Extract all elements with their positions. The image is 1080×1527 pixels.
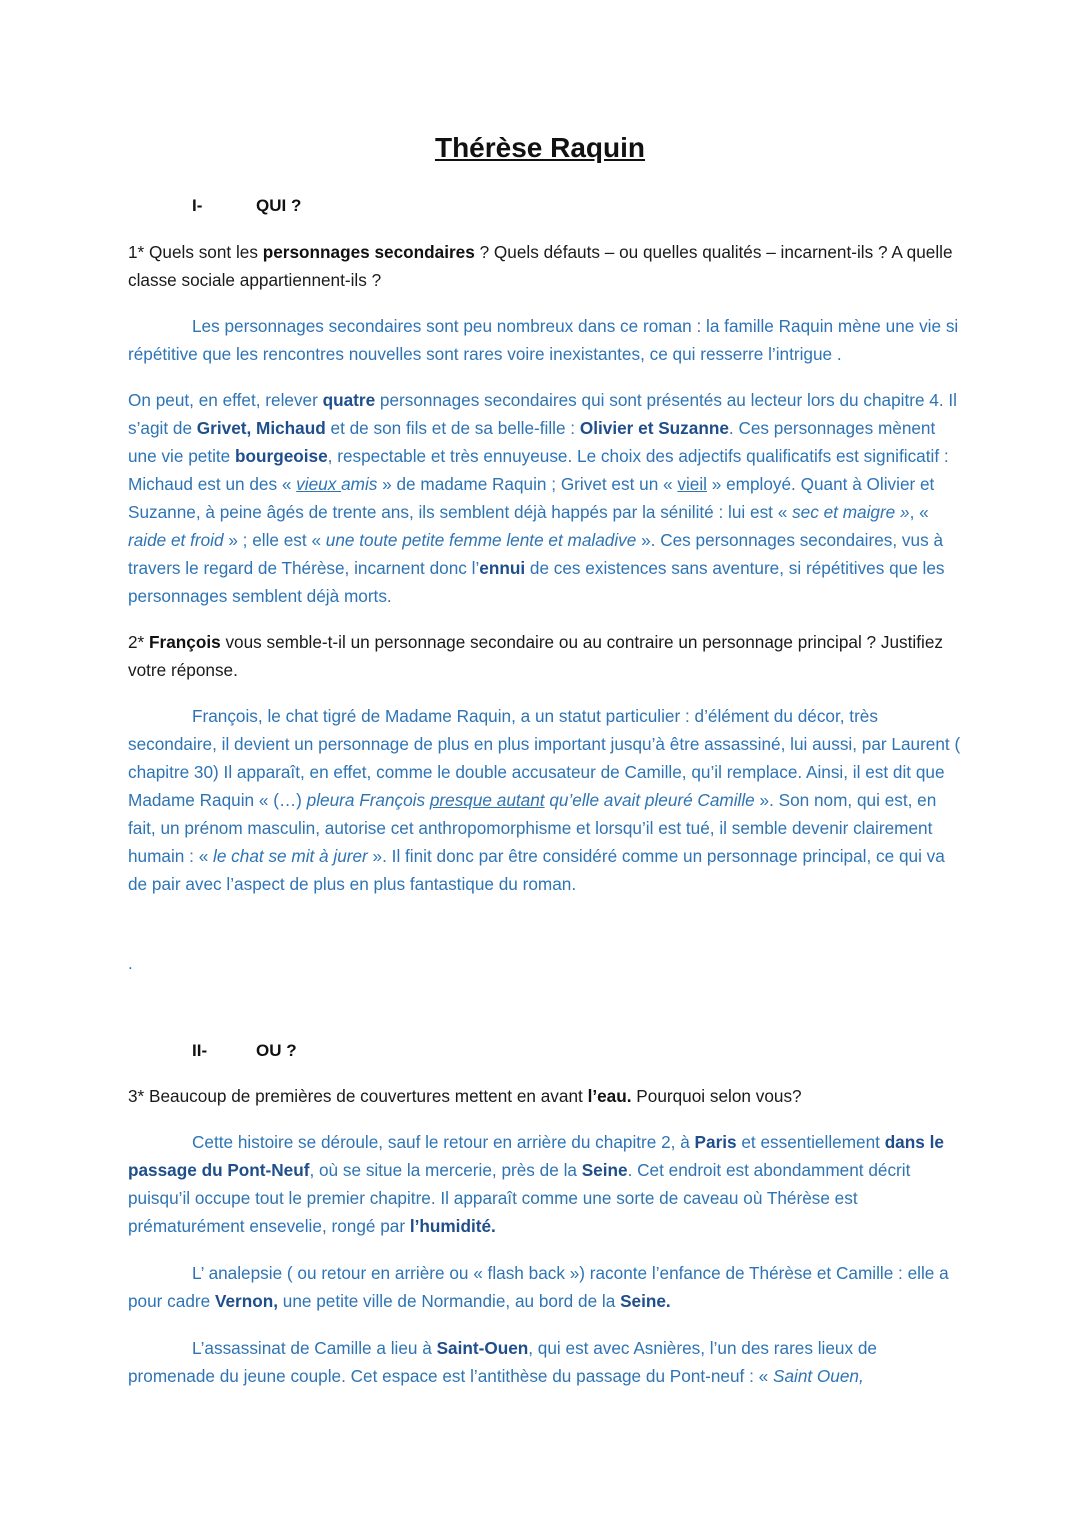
- text: 3* Beaucoup de premières de couvertures mettent en avant: [128, 1086, 588, 1106]
- bold-text: Saint-Ouen: [436, 1338, 529, 1358]
- quote-text: le chat se mit à jurer: [213, 846, 368, 866]
- bold-text: ennui: [479, 558, 526, 578]
- section-title: QUI ?: [256, 196, 302, 215]
- quote-text: vieux: [296, 474, 342, 494]
- text: » employé. Quant à Olivier et Suzanne, à peine âgés de trente ans, ils semblent déjà happés par la sénilité : lui est «: [128, 474, 935, 522]
- text: de ces existences sans aventure, si répétitives que les personnages semblent déjà morts.: [128, 558, 945, 606]
- answer-paragraph-3: [128, 702, 963, 898]
- bold-text: l’eau.: [587, 1086, 632, 1106]
- bold-text: Olivier et Suzanne: [579, 418, 729, 438]
- text: On peut, en effet, relever: [128, 390, 323, 410]
- bold-text: personnages secondaires: [262, 242, 475, 262]
- text: personnages secondaires qui sont présentés au lecteur lors du chapitre 4. Il s’agit de: [128, 390, 957, 438]
- quote-text: vieil: [677, 474, 707, 494]
- text: ». Son nom, qui est, en fait, un prénom masculin, autorise cet anthropomorphisme et lorsqu’il est tué, il semble devenir clairement humain : «: [128, 790, 937, 866]
- bold-text: Paris: [694, 1132, 737, 1152]
- text: et essentiellement: [736, 1132, 885, 1152]
- bold-text: l’humidité.: [409, 1216, 496, 1236]
- answer-paragraph-1: [128, 312, 963, 368]
- text: 1* Quels sont les: [128, 242, 263, 262]
- quote-text: presque autant: [429, 790, 545, 810]
- bold-text: dans le passage du Pont-Neuf: [128, 1132, 944, 1180]
- text: , qui est avec Asnières, l’un des rares lieux de promenade du jeune couple. Cet espace est l’antithèse du passage du Pont-neuf : «: [128, 1338, 877, 1386]
- bold-text: quatre: [322, 390, 376, 410]
- question-2: [128, 628, 963, 684]
- bold-text: Grivet, Michaud: [196, 418, 326, 438]
- question-1: [128, 238, 963, 294]
- text: L’ analepsie ( ou retour en arrière ou « flash back ») raconte l’enfance de Thérèse et Camille : elle a pour cadre: [128, 1263, 949, 1311]
- text: » de madame Raquin ; Grivet est un «: [377, 474, 678, 494]
- text: , où se situe la mercerie, près de la: [309, 1160, 582, 1180]
- text: , «: [909, 502, 929, 522]
- text: François, le chat tigré de Madame Raquin, a un statut particulier : d’élément du décor, très secondaire, il devient un personnage de plus en plus important jusqu’à être assassiné, lui aussi, par Laurent ( chapitre 30) Il apparaît, en effet, comme le double accusateur de Camille, qu’il remplace. Ainsi, il est dit que Madame Raquin « (…): [128, 706, 961, 810]
- text: et de son fils et de sa belle-fille :: [325, 418, 580, 438]
- text: ». Il finit donc par être considéré comme un personnage principal, ce qui va de pair avec l’aspect de plus en plus fantastique du roman.: [128, 846, 945, 894]
- text: . Cet endroit est abondamment décrit puisqu’il occupe tout le premier chapitre. Il apparaît comme une sorte de caveau où Thérèse est prématurément ensevelie, rongé par: [128, 1160, 911, 1236]
- quote-text: pleura François: [306, 790, 430, 810]
- section-number: I-: [192, 196, 203, 215]
- quote-text: qu’elle avait pleuré Camille: [544, 790, 755, 810]
- question-3: [128, 1082, 963, 1110]
- stray-dot: .: [128, 954, 133, 973]
- bold-text: Seine.: [620, 1291, 671, 1311]
- text: . Ces personnages mènent une vie petite: [128, 418, 936, 466]
- document-title: Thérèse Raquin: [434, 132, 646, 163]
- text: Les personnages secondaires sont peu nombreux dans ce roman : la famille Raquin mène une vie si répétitive que les rencontres nouvelles sont rares voire inexistantes, ce qui resserre l’intrigue .: [128, 316, 959, 364]
- text: ». Ces personnages secondaires, vus à travers le regard de Thérèse, incarnent donc l’: [128, 530, 944, 578]
- text: Pourquoi selon vous?: [631, 1086, 802, 1106]
- answer-paragraph-2: [128, 386, 963, 610]
- quote-text: une toute petite femme lente et maladive: [325, 530, 637, 550]
- text: 2*: [128, 632, 150, 652]
- bold-text: Seine: [581, 1160, 628, 1180]
- text: vous semble-t-il un personnage secondaire ou au contraire un personnage principal ? Justifiez votre réponse.: [128, 632, 943, 680]
- section-heading-1: [192, 192, 301, 220]
- section-heading-2: [192, 1037, 297, 1065]
- quote-text: raide et froid: [128, 530, 224, 550]
- answer-paragraph-4: [128, 1128, 963, 1240]
- section-number: II-: [192, 1041, 208, 1060]
- text: Cette histoire se déroule, sauf le retour en arrière du chapitre 2, à: [192, 1132, 695, 1152]
- quote-text: amis: [341, 474, 378, 494]
- bold-text: François: [149, 632, 221, 652]
- quote-text: sec et maigre »: [792, 502, 910, 522]
- section-title: OU ?: [256, 1041, 297, 1060]
- text: une petite ville de Normandie, au bord de la: [278, 1291, 621, 1311]
- text: » ; elle est «: [223, 530, 326, 550]
- answer-paragraph-5: [128, 1259, 963, 1315]
- bold-text: bourgeoise: [235, 446, 328, 466]
- bold-text: Vernon,: [214, 1291, 278, 1311]
- answer-paragraph-6: [128, 1334, 963, 1390]
- text: L’assassinat de Camille a lieu à: [192, 1338, 437, 1358]
- quote-text: Saint Ouen,: [772, 1366, 864, 1386]
- text: ? Quels défauts – ou quelles qualités – incarnent-ils ? A quelle classe sociale appartiennent-ils ?: [128, 242, 953, 290]
- text: , respectable et très ennuyeuse. Le choix des adjectifs qualificatifs est significatif : Michaud est un des «: [128, 446, 949, 494]
